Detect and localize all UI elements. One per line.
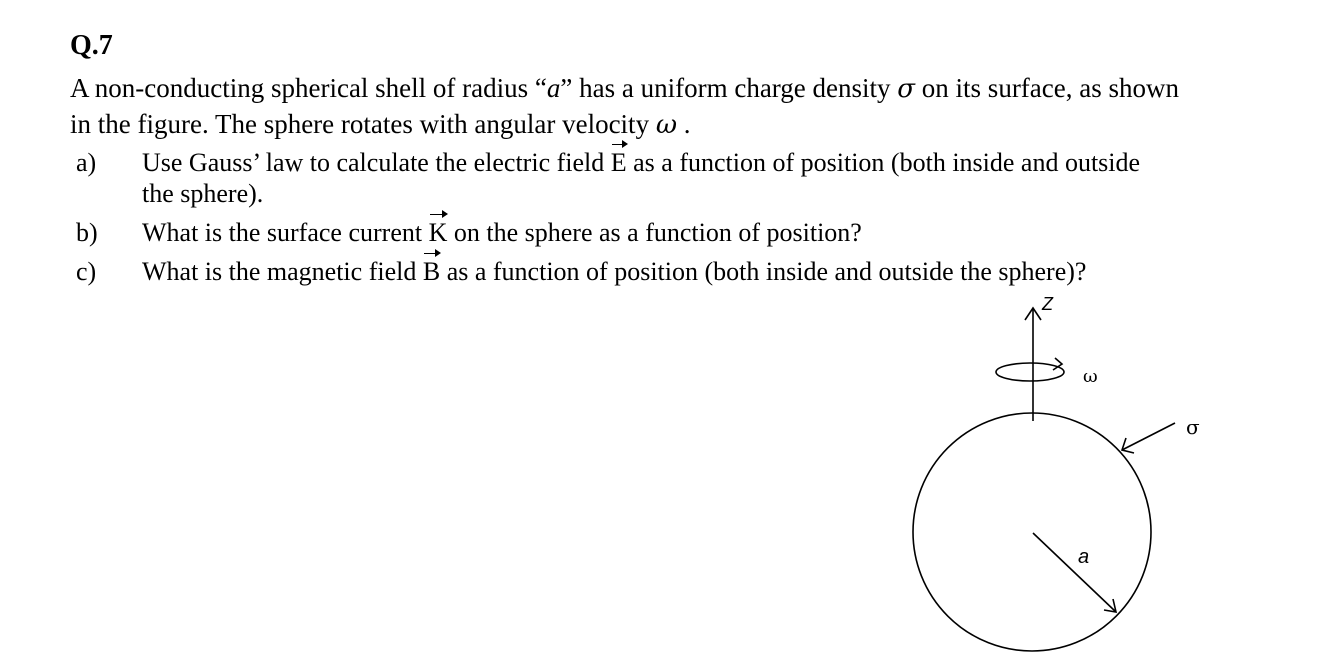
surface-current-vector: K bbox=[428, 218, 448, 247]
part-b-label: b) bbox=[76, 218, 98, 247]
part-c-text-2: as a function of position (both inside and outside the sphere)? bbox=[440, 257, 1087, 286]
sphere-outline bbox=[913, 413, 1151, 651]
statement-text: on its surface, as shown bbox=[915, 73, 1179, 103]
part-a-text-1: Use Gauss’ law to calculate the electric field bbox=[142, 148, 611, 177]
part-a-text bbox=[142, 147, 1140, 209]
rotation-loop bbox=[996, 363, 1064, 381]
part-c-label: c) bbox=[76, 257, 97, 286]
statement-text: A non-conducting spherical shell of radius “ bbox=[70, 73, 547, 103]
part-a-text-3: the sphere). bbox=[142, 179, 264, 208]
statement-line-1 bbox=[70, 70, 1179, 106]
radius-label: a bbox=[1078, 546, 1090, 568]
part-c-text bbox=[142, 256, 1086, 287]
statement-text: . bbox=[677, 109, 691, 139]
sigma-symbol: σ bbox=[897, 74, 916, 104]
statement-text: ” has a uniform charge density bbox=[560, 73, 898, 103]
part-b-text-2: on the sphere as a function of position? bbox=[447, 218, 862, 247]
part-b-text bbox=[142, 217, 862, 248]
statement-text: in the figure. The sphere rotates with angular velocity bbox=[70, 109, 656, 139]
radius-line bbox=[1033, 533, 1116, 612]
question-number: Q.7 bbox=[70, 30, 113, 61]
sigma-label: σ bbox=[1186, 415, 1200, 439]
sigma-pointer-line bbox=[1122, 423, 1175, 450]
z-axis-label: Z bbox=[1042, 294, 1053, 314]
sphere-figure bbox=[900, 290, 1230, 668]
radius-variable: a bbox=[546, 73, 561, 103]
omega-symbol: ω bbox=[655, 110, 678, 140]
magnetic-field-vector: B bbox=[422, 257, 441, 286]
omega-label: ω bbox=[1083, 366, 1098, 387]
problem-statement bbox=[70, 70, 1179, 142]
part-a-label: a) bbox=[76, 148, 97, 177]
part-b-text-1: What is the surface current bbox=[142, 218, 429, 247]
electric-field-vector: E bbox=[610, 148, 627, 177]
statement-line-2 bbox=[70, 106, 1179, 142]
part-c-text-1: What is the magnetic field bbox=[142, 257, 423, 286]
part-a-text-2: as a function of position (both inside and outside bbox=[626, 148, 1141, 177]
